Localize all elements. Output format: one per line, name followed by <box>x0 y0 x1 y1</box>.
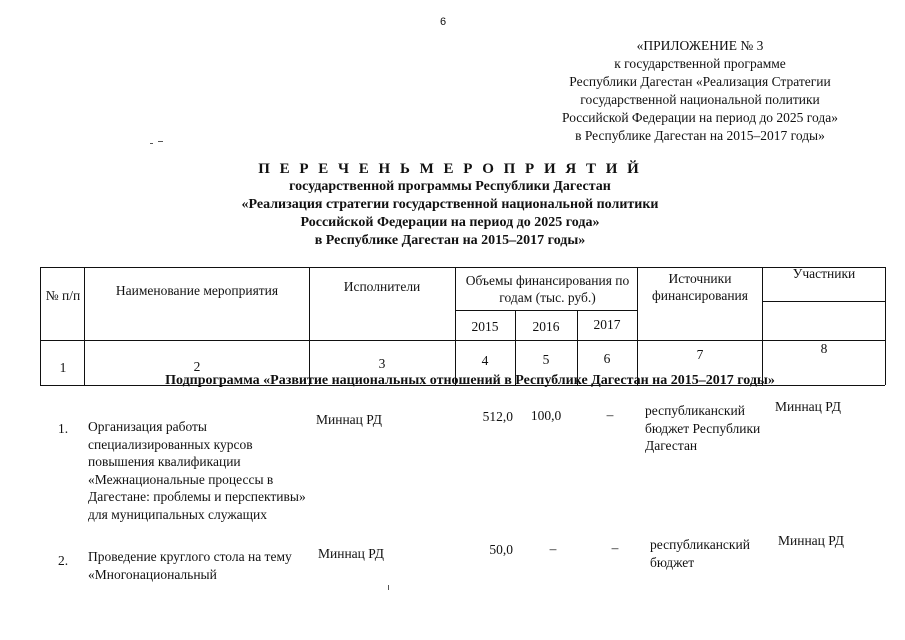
column-number: 1 <box>59 360 67 375</box>
row-name: Организация работы специализированных курсов повышения квалификации «Межнациональные процессы в Дагестане: проблемы и перспективы» для муниципальных служащих <box>88 419 306 522</box>
column-number: 2 <box>193 359 201 374</box>
row-executor: Миннац РД <box>316 412 382 427</box>
grid-line <box>455 310 637 311</box>
title-line: «Реализация стратегии государственной национальной политики <box>241 197 659 212</box>
grid-line <box>762 301 885 302</box>
appendix-line: Российской Федерации на период до 2025 года» <box>562 110 838 125</box>
appendix-line: «ПРИЛОЖЕНИЕ № 3 <box>636 38 764 53</box>
header-year-2017: 2017 <box>593 317 621 332</box>
title-line: государственной программы Республики Дагестан <box>289 179 611 194</box>
scan-speck <box>150 143 153 144</box>
column-number: 3 <box>378 356 386 371</box>
title-line: в Республике Дагестан на 2015–2017 годы» <box>314 233 586 248</box>
row-2017: – <box>606 407 614 422</box>
row-2017: – <box>611 540 619 555</box>
grid-line <box>40 267 41 385</box>
appendix-line: к государственной программе <box>614 56 786 71</box>
row-2015: 50,0 <box>489 542 513 557</box>
column-number: 6 <box>603 351 611 366</box>
header-funding: Объемы финансирования по годам (тыс. руб.) <box>465 273 630 305</box>
subprogram-title: Подпрограмма «Развитие национальных отношений в Республике Дагестан на 2015–2017 годы» <box>165 373 775 388</box>
row-executor: Миннац РД <box>318 546 384 561</box>
row-num: 2. <box>58 553 69 568</box>
row-name: Проведение круглого стола на тему «Многонациональный <box>88 549 292 582</box>
row-participant: Миннац РД <box>775 399 841 414</box>
appendix-line: в Республике Дагестан на 2015–2017 годы» <box>575 128 825 143</box>
grid-line <box>40 267 885 268</box>
title-main: П Е Р Е Ч Е Н Ь М Е Р О П Р И Я Т И Й <box>258 161 642 177</box>
page-number: 6 <box>440 16 447 28</box>
grid-line <box>309 267 310 385</box>
row-2015: 512,0 <box>482 409 513 424</box>
header-year-2015: 2015 <box>471 319 499 334</box>
row-2016: 100,0 <box>530 408 562 423</box>
scan-speck <box>388 585 389 590</box>
grid-line <box>455 267 456 385</box>
row-2016: – <box>549 541 557 556</box>
grid-line <box>40 340 885 341</box>
grid-line <box>885 267 886 385</box>
grid-line <box>637 267 638 385</box>
row-source: республиканский бюджет Республики Дагестан <box>645 403 761 453</box>
appendix-line: Республики Дагестан «Реализация Стратегии <box>569 74 831 89</box>
header-sources: Источники финансирования <box>652 271 748 303</box>
header-num: № п/п <box>45 288 81 303</box>
scan-speck <box>158 141 163 142</box>
title-line: Российской Федерации на период до 2025 года» <box>300 215 600 230</box>
grid-line <box>762 267 763 385</box>
appendix-line: государственной национальной политики <box>580 92 820 107</box>
header-name: Наименование мероприятия <box>115 283 279 298</box>
document-title <box>150 160 750 250</box>
row-participant: Миннац РД <box>778 533 844 548</box>
appendix-header <box>520 37 880 145</box>
header-year-2016: 2016 <box>532 319 560 334</box>
row-source: республиканский бюджет <box>650 537 750 570</box>
column-number: 4 <box>481 353 489 368</box>
grid-line <box>84 267 85 385</box>
header-participants: Участники <box>792 266 856 281</box>
row-num: 1. <box>58 421 69 436</box>
column-number: 5 <box>542 352 550 367</box>
column-number: 7 <box>696 347 704 362</box>
header-executors: Исполнители <box>343 279 421 294</box>
column-number: 8 <box>820 341 828 356</box>
